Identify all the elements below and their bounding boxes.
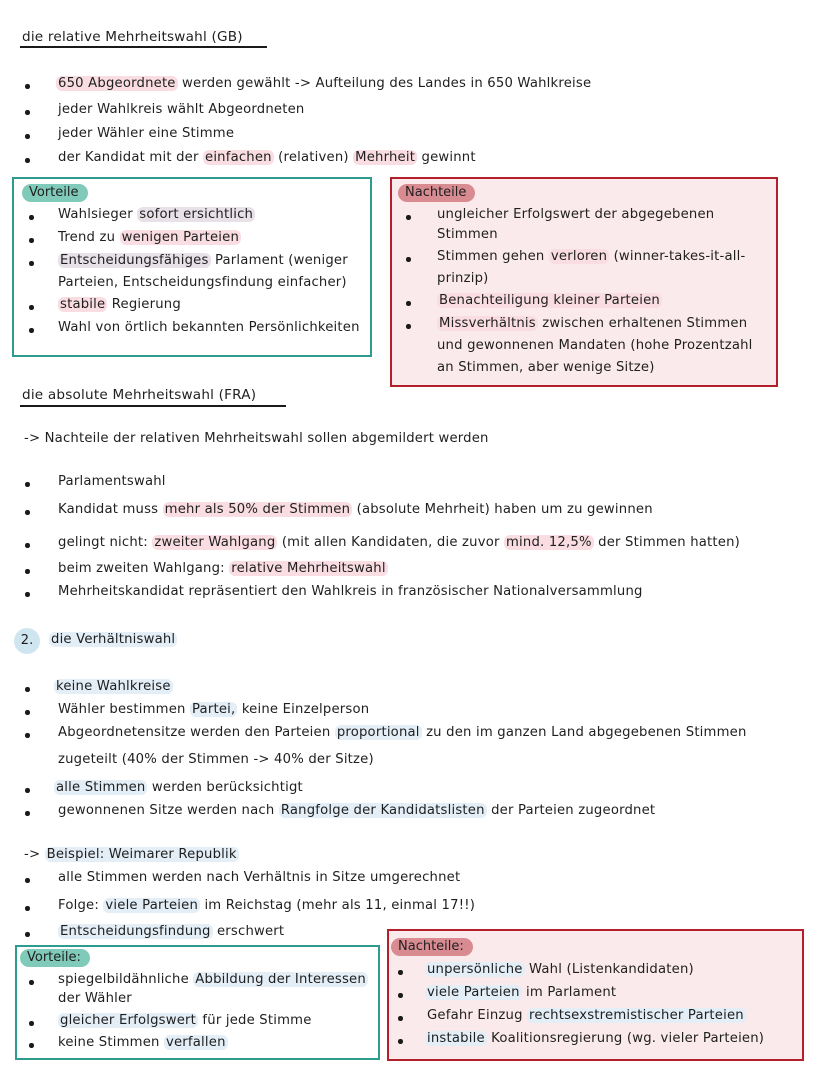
- bullet: [398, 993, 403, 998]
- list-item: jeder Wähler eine Stimme: [58, 126, 235, 141]
- intro-line: -> Nachteile der relativen Mehrheitswahl sollen abgemildert werden: [24, 431, 489, 446]
- list-item: viele Parteien im Parlament: [427, 985, 617, 1000]
- section-title-verhaeltnis: die Verhältniswahl: [51, 632, 176, 647]
- list-item: unpersönliche Wahl (Listenkandidaten): [427, 962, 694, 977]
- list-item: der Kandidat mit der einfachen (relativen) Mehrheit gewinnt: [58, 150, 476, 165]
- bullet: [29, 238, 34, 243]
- bullet: [25, 158, 30, 163]
- bullet: [25, 932, 30, 937]
- section-number: 2.: [14, 628, 40, 654]
- title-underline: [20, 405, 286, 407]
- list-item: gleicher Erfolgswert für jede Stimme: [60, 1013, 312, 1028]
- bullet: [25, 110, 30, 115]
- list-item-continuation: an Stimmen, aber wenige Sitze): [437, 360, 655, 375]
- bullet: [25, 687, 30, 692]
- list-item-continuation: prinzip): [437, 271, 489, 286]
- list-item: ungleicher Erfolgswert der abgegebenen: [437, 207, 715, 222]
- bullet: [406, 257, 411, 262]
- list-item: Wahlsieger sofort ersichtlich: [58, 207, 254, 222]
- bullet: [25, 510, 30, 515]
- bullet: [25, 592, 30, 597]
- list-item: jeder Wahlkreis wählt Abgeordneten: [58, 102, 305, 117]
- example-line: -> Beispiel: Weimarer Republik: [24, 847, 237, 862]
- list-item: Abgeordnetensitze werden den Parteien proportional zu den im ganzen Land abgegebenen Stimmen: [58, 725, 747, 740]
- list-item-continuation: Stimmen: [437, 227, 498, 242]
- bullet: [25, 84, 30, 89]
- list-item: keine Wahlkreise: [56, 679, 171, 694]
- bullet: [406, 301, 411, 306]
- bullet: [25, 733, 30, 738]
- bullet: [25, 543, 30, 548]
- section-title-relative: die relative Mehrheitswahl (GB): [22, 29, 243, 45]
- bullet: [29, 980, 34, 985]
- list-item: Wähler bestimmen Partei, keine Einzelperson: [58, 702, 370, 717]
- list-item: spiegelbildähnliche Abbildung der Interessen: [58, 972, 366, 987]
- list-item: Wahl von örtlich bekannten Persönlichkeiten: [58, 320, 360, 335]
- bullet: [398, 1039, 403, 1044]
- bullet: [29, 1021, 34, 1026]
- list-item: Gefahr Einzug rechtsexstremistischer Parteien: [427, 1008, 744, 1023]
- list-item: gelingt nicht: zweiter Wahlgang (mit allen Kandidaten, die zuvor mind. 12,5% der Stimmen hatten): [58, 535, 740, 550]
- list-item: alle Stimmen werden berücksichtigt: [56, 780, 303, 795]
- list-item: stabile Regierung: [60, 297, 181, 312]
- bullet: [25, 906, 30, 911]
- bullet: [25, 134, 30, 139]
- bullet: [406, 324, 411, 329]
- list-item: Missverhältnis zwischen erhaltenen Stimmen: [439, 316, 748, 331]
- bullet: [25, 788, 30, 793]
- list-item: gewonnenen Sitze werden nach Rangfolge der Kandidatslisten der Parteien zugeordnet: [58, 803, 656, 818]
- list-item: Folge: viele Parteien im Reichstag (mehr als 11, einmal 17!!): [58, 898, 476, 913]
- bullet: [25, 710, 30, 715]
- bullet: [29, 261, 34, 266]
- vorteile-tag: Vorteile: [22, 184, 88, 202]
- bullet: [29, 305, 34, 310]
- bullet: [29, 215, 34, 220]
- bullet: [25, 569, 30, 574]
- list-item: alle Stimmen werden nach Verhältnis in Sitze umgerechnet: [58, 870, 461, 885]
- bullet: [29, 328, 34, 333]
- vorteile-tag: Vorteile:: [20, 949, 90, 967]
- list-item: beim zweiten Wahlgang: relative Mehrheitswahl: [58, 561, 386, 576]
- list-item: Benachteiligung kleiner Parteien: [439, 293, 660, 308]
- nachteile-tag: Nachteile:: [391, 938, 473, 956]
- bullet: [29, 1043, 34, 1048]
- bullet: [25, 878, 30, 883]
- list-item: Mehrheitskandidat repräsentiert den Wahlkreis in französischer Nationalversammlung: [58, 584, 643, 599]
- title-underline: [20, 46, 267, 48]
- list-item: Trend zu wenigen Parteien: [58, 230, 240, 245]
- list-item-continuation: Parteien, Entscheidungsfindung einfacher): [58, 275, 347, 290]
- list-item: Kandidat muss mehr als 50% der Stimmen (absolute Mehrheit) haben um zu gewinnen: [58, 502, 653, 517]
- list-item: Stimmen gehen verloren (winner-takes-it-all-: [437, 249, 746, 264]
- list-item-continuation: zugeteilt (40% der Stimmen -> 40% der Sitze): [58, 752, 374, 767]
- nachteile-tag: Nachteile: [398, 184, 475, 202]
- list-item: Parlamentswahl: [58, 474, 166, 489]
- bullet: [398, 970, 403, 975]
- list-item-continuation: der Wähler: [58, 991, 132, 1006]
- bullet: [406, 215, 411, 220]
- list-item: instabile Koalitionsregierung (wg. vieler Parteien): [427, 1031, 765, 1046]
- bullet: [25, 811, 30, 816]
- bullet: [398, 1016, 403, 1021]
- section-title-absolute: die absolute Mehrheitswahl (FRA): [22, 387, 257, 403]
- list-item: Entscheidungsfindung erschwert: [60, 924, 285, 939]
- list-item: Entscheidungsfähiges Parlament (weniger: [60, 253, 348, 268]
- list-item: keine Stimmen verfallen: [58, 1035, 226, 1050]
- bullet: [25, 482, 30, 487]
- list-item-continuation: und gewonnenen Mandaten (hohe Prozentzahl: [437, 338, 753, 353]
- list-item: 650 Abgeordnete werden gewählt -> Aufteilung des Landes in 650 Wahlkreise: [58, 76, 592, 91]
